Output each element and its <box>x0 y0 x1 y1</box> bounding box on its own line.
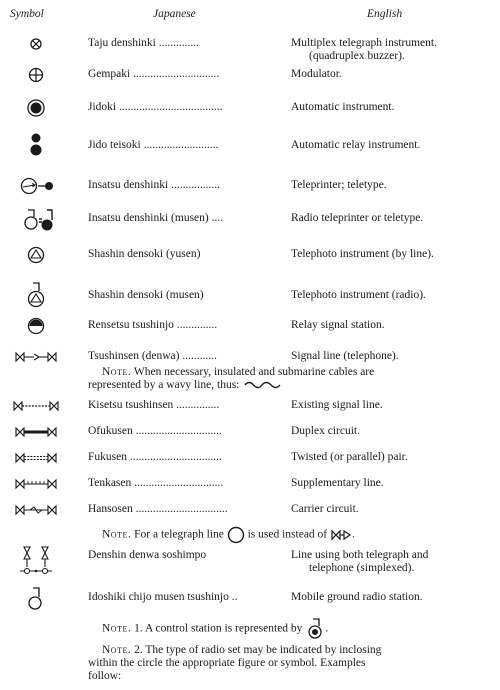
twisted-pair-icon <box>10 450 62 466</box>
note-control-station: Note. 1. A control station is represented by . <box>102 618 328 640</box>
japanese-term: Hansosen ................................ <box>88 503 228 515</box>
header-japanese: Japanese <box>153 8 196 20</box>
english-term: Carrier circuit. <box>291 503 359 515</box>
english-term: Line using both telegraph and telephone (simplexed). <box>291 549 429 574</box>
existing-line-icon <box>10 398 62 414</box>
bowtie-icon <box>330 529 352 541</box>
english-term: Multiplex telegraph instrument. (quadruplex buzzer). <box>291 37 437 62</box>
english-term: Mobile ground radio station. <box>291 591 423 603</box>
note-label: Note. <box>102 622 132 635</box>
note-wavy-line-cont: represented by a wavy line, thus: <box>88 379 282 392</box>
note-telegraph: Note. For a telegraph line is used instead of . <box>102 526 355 544</box>
header-english: English <box>367 8 403 20</box>
header-symbol: Symbol <box>10 8 44 20</box>
japanese-term: Insatsu denshinki ................. <box>88 179 220 191</box>
note-label: Note. <box>102 366 132 378</box>
japanese-term: Rensetsu tsushinjo .............. <box>88 319 218 331</box>
supplementary-line-icon <box>10 476 62 492</box>
japanese-term: Jidoki .................................... <box>88 101 223 113</box>
japanese-term: Taju denshinki .............. <box>88 37 199 49</box>
english-term: Telephoto instrument (radio). <box>291 289 426 301</box>
circle-x-icon <box>10 36 62 52</box>
english-term: Twisted (or parallel) pair. <box>291 451 408 463</box>
english-term: Relay signal station. <box>291 319 385 331</box>
two-dots-icon <box>10 131 62 159</box>
filled-target-icon <box>10 98 62 118</box>
signal-line-icon <box>10 349 62 365</box>
japanese-term: Tsushinsen (denwa) ............ <box>88 350 217 362</box>
japanese-term: Insatsu denshinki (musen) .... <box>88 212 224 224</box>
half-filled-circle-icon <box>10 316 62 336</box>
note-wavy-line: Note. When necessary, insulated and submarine cables are <box>102 366 375 378</box>
japanese-term: Tenkasen ............................... <box>88 477 224 489</box>
duplex-circuit-icon <box>10 424 62 440</box>
japanese-term: Gempaki .............................. <box>88 68 220 80</box>
english-term: Existing signal line. <box>291 399 383 411</box>
wavy-line-icon <box>244 380 282 390</box>
note-radio-set-cont2: follow: <box>88 670 122 682</box>
mobile-radio-icon <box>10 586 62 612</box>
english-term: Automatic instrument. <box>291 101 395 113</box>
english-term: Radio teleprinter or teletype. <box>291 212 424 224</box>
circle-cross-icon <box>10 66 62 84</box>
circle-triangle-icon <box>10 245 62 265</box>
double-hourglass-icon <box>10 544 62 578</box>
english-term: Supplementary line. <box>291 477 384 489</box>
japanese-term: Fukusen ................................ <box>88 451 222 463</box>
open-circle-icon <box>227 526 245 544</box>
japanese-term: Shashin densoki (musen) <box>88 289 204 301</box>
carrier-circuit-icon <box>10 502 62 518</box>
radio-teleprinter-icon <box>10 206 62 234</box>
english-term: Teleprinter; teletype. <box>291 179 387 191</box>
english-term: Telephoto instrument (by line). <box>291 248 434 260</box>
note-radio-set: Note. 2. The type of radio set may be indicated by inclosing <box>102 644 382 656</box>
note-label: Note. <box>102 644 132 656</box>
antenna-triangle-icon <box>10 281 62 309</box>
japanese-term: Shashin densoki (yusen) <box>88 248 201 260</box>
japanese-term: Jido teisoki .......................... <box>88 139 219 151</box>
japanese-term: Denshin denwa soshimpo <box>88 549 207 561</box>
note-radio-set-cont: within the circle the appropriate figure or symbol. Examples <box>88 657 366 669</box>
japanese-term: Ofukusen .............................. <box>88 425 222 437</box>
note-label: Note. <box>102 528 132 541</box>
english-term: Signal line (telephone). <box>291 350 399 362</box>
english-term: Automatic relay instrument. <box>291 139 421 151</box>
english-term: Modulator. <box>291 68 342 80</box>
teleprinter-icon <box>10 176 62 196</box>
control-station-icon <box>305 618 325 640</box>
english-term: Duplex circuit. <box>291 425 360 437</box>
japanese-term: Kisetsu tsushinsen ............... <box>88 399 220 411</box>
japanese-term: Idoshiki chijo musen tsushinjo .. <box>88 591 238 603</box>
